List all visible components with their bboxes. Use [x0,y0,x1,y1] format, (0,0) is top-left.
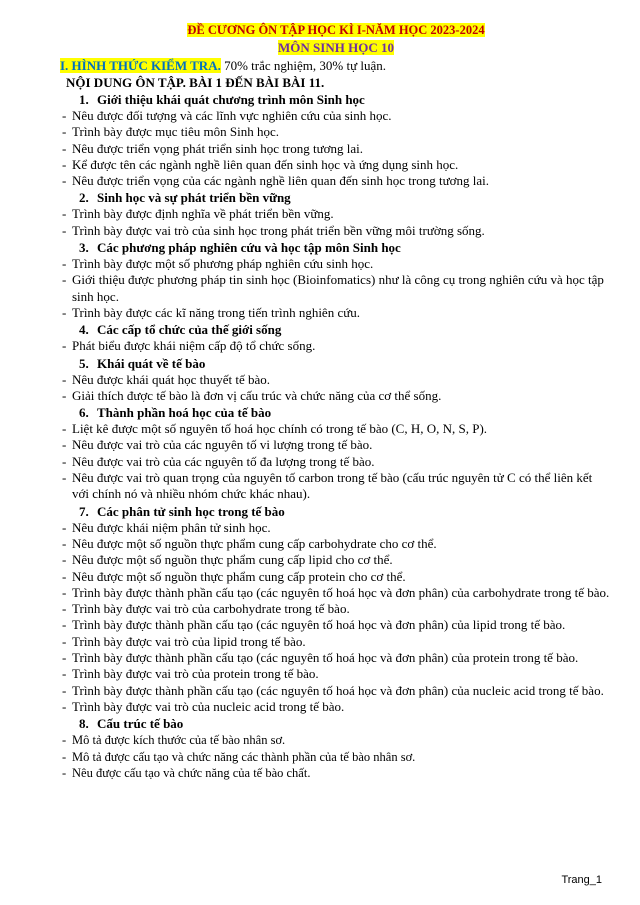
section-heading [79,355,610,372]
list-item [62,372,610,388]
list-item [62,206,610,222]
list-item-text: Trình bày được vai trò của protein trong tế bào. [72,666,319,682]
list-item [62,569,610,585]
list-item [62,732,610,748]
bullet-dash: - [62,749,67,764]
list-item-text: Trình bày được thành phần cấu tạo (các nguyên tố hoá học và đơn phân) của lipid trong tế bào. [72,617,566,633]
list-item [62,585,610,601]
list-item [62,666,610,682]
subject-title: MÔN SINH HỌC 10 [278,40,394,55]
list-item-text: Nêu được vai trò của các nguyên tố vi lượng trong tế bào. [72,437,373,453]
section-heading [79,715,610,732]
exam-format-text: 70% trắc nghiệm, 30% tự luận. [220,58,387,73]
section-title: Các phân tử sinh học trong tế bào [97,503,285,519]
list-item-text: Kể được tên các ngành nghề liên quan đến sinh học và ứng dụng sinh học. [72,156,459,172]
list-item [62,173,610,189]
document-title: ĐỀ CƯƠNG ÔN TẬP HỌC KÌ I-NĂM HỌC 2023-2024 [187,23,485,37]
list-item-text: Mô tả được cấu tạo và chức năng các thành phần của tế bào nhân sơ. [72,749,416,764]
list-item-text: Nêu được cấu tạo và chức năng của tế bào chất. [72,765,311,780]
bullet-dash: - [62,666,67,682]
list-item-text: Nêu được vai trò của các nguyên tố đa lượng trong tế bào. [72,453,375,469]
section-number: 2. [79,190,89,206]
list-item-text: Trình bày được vai trò của nucleic acid trong tế bào. [72,698,345,714]
section-number: 1. [79,92,89,107]
bullet-dash: - [62,601,67,617]
bullet-dash: - [62,617,67,633]
bullet-dash: - [62,222,67,238]
list-item [62,683,610,699]
list-item-text: Trình bày được thành phần cấu tạo (các nguyên tố hoá học và đơn phân) của carbohydrate trong tế bào. [72,584,610,600]
list-item-text: Trình bày được định nghĩa về phát triển bền vững. [72,206,334,222]
list-item [62,470,610,503]
list-item [62,699,610,715]
list-item [62,617,610,633]
section-title: Các cấp tổ chức của thế giới sống [97,322,282,338]
section-list [62,91,610,781]
list-item-text: Trình bày được vai trò của carbohydrate trong tế bào. [72,601,350,617]
title-block [62,21,610,56]
section-title: Cấu trúc tế bào [97,716,184,732]
list-item [62,272,610,305]
bullet-dash: - [62,387,67,403]
page-number: Trang_1 [561,874,602,886]
list-item-text: Trình bày được vai trò của lipid trong tế bào. [72,633,306,649]
exam-format-heading: I. HÌNH THỨC KIỂM TRA. [60,58,221,73]
bullet-dash: - [62,765,67,780]
section-number: 7. [79,503,89,519]
list-item-text: Trình bày được thành phần cấu tạo (các nguyên tố hoá học và đơn phân) của protein trong tế bào. [72,650,579,666]
list-item-text: Nêu được một số nguồn thực phẩm cung cấp carbohydrate cho cơ thể. [72,535,437,551]
bullet-dash: - [62,156,67,172]
bullet-dash: - [62,272,67,288]
list-item-text: Liệt kê được một số nguyên tố hoá học chính có trong tế bào (C, H, O, N, S, P). [72,421,488,437]
bullet-dash: - [62,124,67,140]
section-number: 8. [79,716,89,732]
bullet-dash: - [62,633,67,649]
bullet-dash: - [62,256,67,272]
list-item-text: Trình bày được vai trò của sinh học trong phát triển bền vững môi trường sống. [72,222,485,238]
list-item-text: Nêu được khái niệm phân tử sinh học. [72,519,271,535]
bullet-dash: - [62,437,67,453]
list-item-text: Giới thiệu được phương pháp tin sinh học (Bioinfomatics) như là công cụ trong nghiên cứu và học tập sinh học. [72,272,604,304]
section-title: Giới thiệu khái quát chương trình môn Sinh học [97,92,365,107]
list-item-text: Nêu được một số nguồn thực phẩm cung cấp protein cho cơ thể. [72,568,406,584]
list-item [62,305,610,321]
bullet-dash: - [62,206,67,222]
list-item-text: Nêu được một số nguồn thực phẩm cung cấp lipid cho cơ thể. [72,552,393,568]
section-title: Sinh học và sự phát triển bền vững [97,190,291,206]
list-item-text: Mô tả được kích thước của tế bào nhân sơ. [72,733,286,748]
section-heading [79,189,610,206]
list-item [62,765,610,781]
list-item [62,141,610,157]
list-item [62,520,610,536]
list-item [62,536,610,552]
list-item-text: Nêu được vai trò quan trọng của nguyên tố carbon trong tế bào (cấu trúc nguyên tử C có thể liên kết với chính nó và nhiều nhóm chức khác nhau). [72,470,593,502]
list-item-text: Nêu được khái quát học thuyết tế bào. [72,371,271,387]
list-item-text: Nêu được triển vọng phát triển sinh học trong tương lai. [72,140,364,156]
section-heading [79,503,610,520]
bullet-dash: - [62,650,67,666]
section-title: Khái quát về tế bào [97,355,206,371]
bullet-dash: - [62,519,67,535]
list-item-text: Giải thích được tế bào là đơn vị cấu trúc và chức năng của cơ thể sống. [72,387,442,403]
document-content [62,21,610,781]
bullet-dash: - [62,733,67,748]
bullet-dash: - [62,108,67,123]
bullet-dash: - [62,173,67,189]
bullet-dash: - [62,470,67,486]
list-item-text: Trình bày được một số phương pháp nghiên cứu sinh học. [72,256,374,272]
list-item-text: Nêu được đối tượng và các lĩnh vực nghiên cứu của sinh học. [72,108,392,123]
section-heading [79,91,610,108]
section-number: 5. [79,355,89,371]
list-item [62,256,610,272]
list-item [62,437,610,453]
bullet-dash: - [62,140,67,156]
list-item [62,157,610,173]
list-item [62,124,610,140]
list-item [62,223,610,239]
list-item [62,650,610,666]
bullet-dash: - [62,552,67,568]
list-item [62,421,610,437]
bullet-dash: - [62,421,67,437]
section-heading [79,239,610,256]
section-number: 3. [79,240,89,256]
list-item [62,388,610,404]
section-heading [79,404,610,421]
list-item-text: Phát biểu được khái niệm cấp độ tổ chức sống. [72,338,316,354]
list-item [62,749,610,765]
section-heading [79,321,610,338]
list-item-text: Trình bày được thành phần cấu tạo (các nguyên tố hoá học và đơn phân) của nucleic acid trong tế bào. [72,682,604,698]
list-item [62,634,610,650]
bullet-dash: - [62,338,67,354]
review-scope-heading: NỘI DUNG ÔN TẬP. BÀI 1 ĐẾN BÀI BÀI 11. [66,75,325,90]
list-item [62,108,610,124]
bullet-dash: - [62,453,67,469]
bullet-dash: - [62,304,67,320]
bullet-dash: - [62,535,67,551]
bullet-dash: - [62,568,67,584]
section-title: Các phương pháp nghiên cứu và học tập môn Sinh học [97,240,401,256]
section-title: Thành phần hoá học của tế bào [97,405,272,421]
list-item [62,338,610,354]
list-item-text: Trình bày được các kĩ năng trong tiến trình nghiên cứu. [72,304,361,320]
bullet-dash: - [62,698,67,714]
list-item-text: Trình bày được mục tiêu môn Sinh học. [72,124,279,140]
bullet-dash: - [62,682,67,698]
exam-format-line [60,57,610,74]
list-item [62,552,610,568]
list-item [62,454,610,470]
list-item [62,601,610,617]
list-item-text: Nêu được triển vọng của các ngành nghề liên quan đến sinh học trong tương lai. [72,173,490,189]
bullet-dash: - [62,371,67,387]
section-number: 6. [79,405,89,421]
bullet-dash: - [62,584,67,600]
section-number: 4. [79,322,89,338]
